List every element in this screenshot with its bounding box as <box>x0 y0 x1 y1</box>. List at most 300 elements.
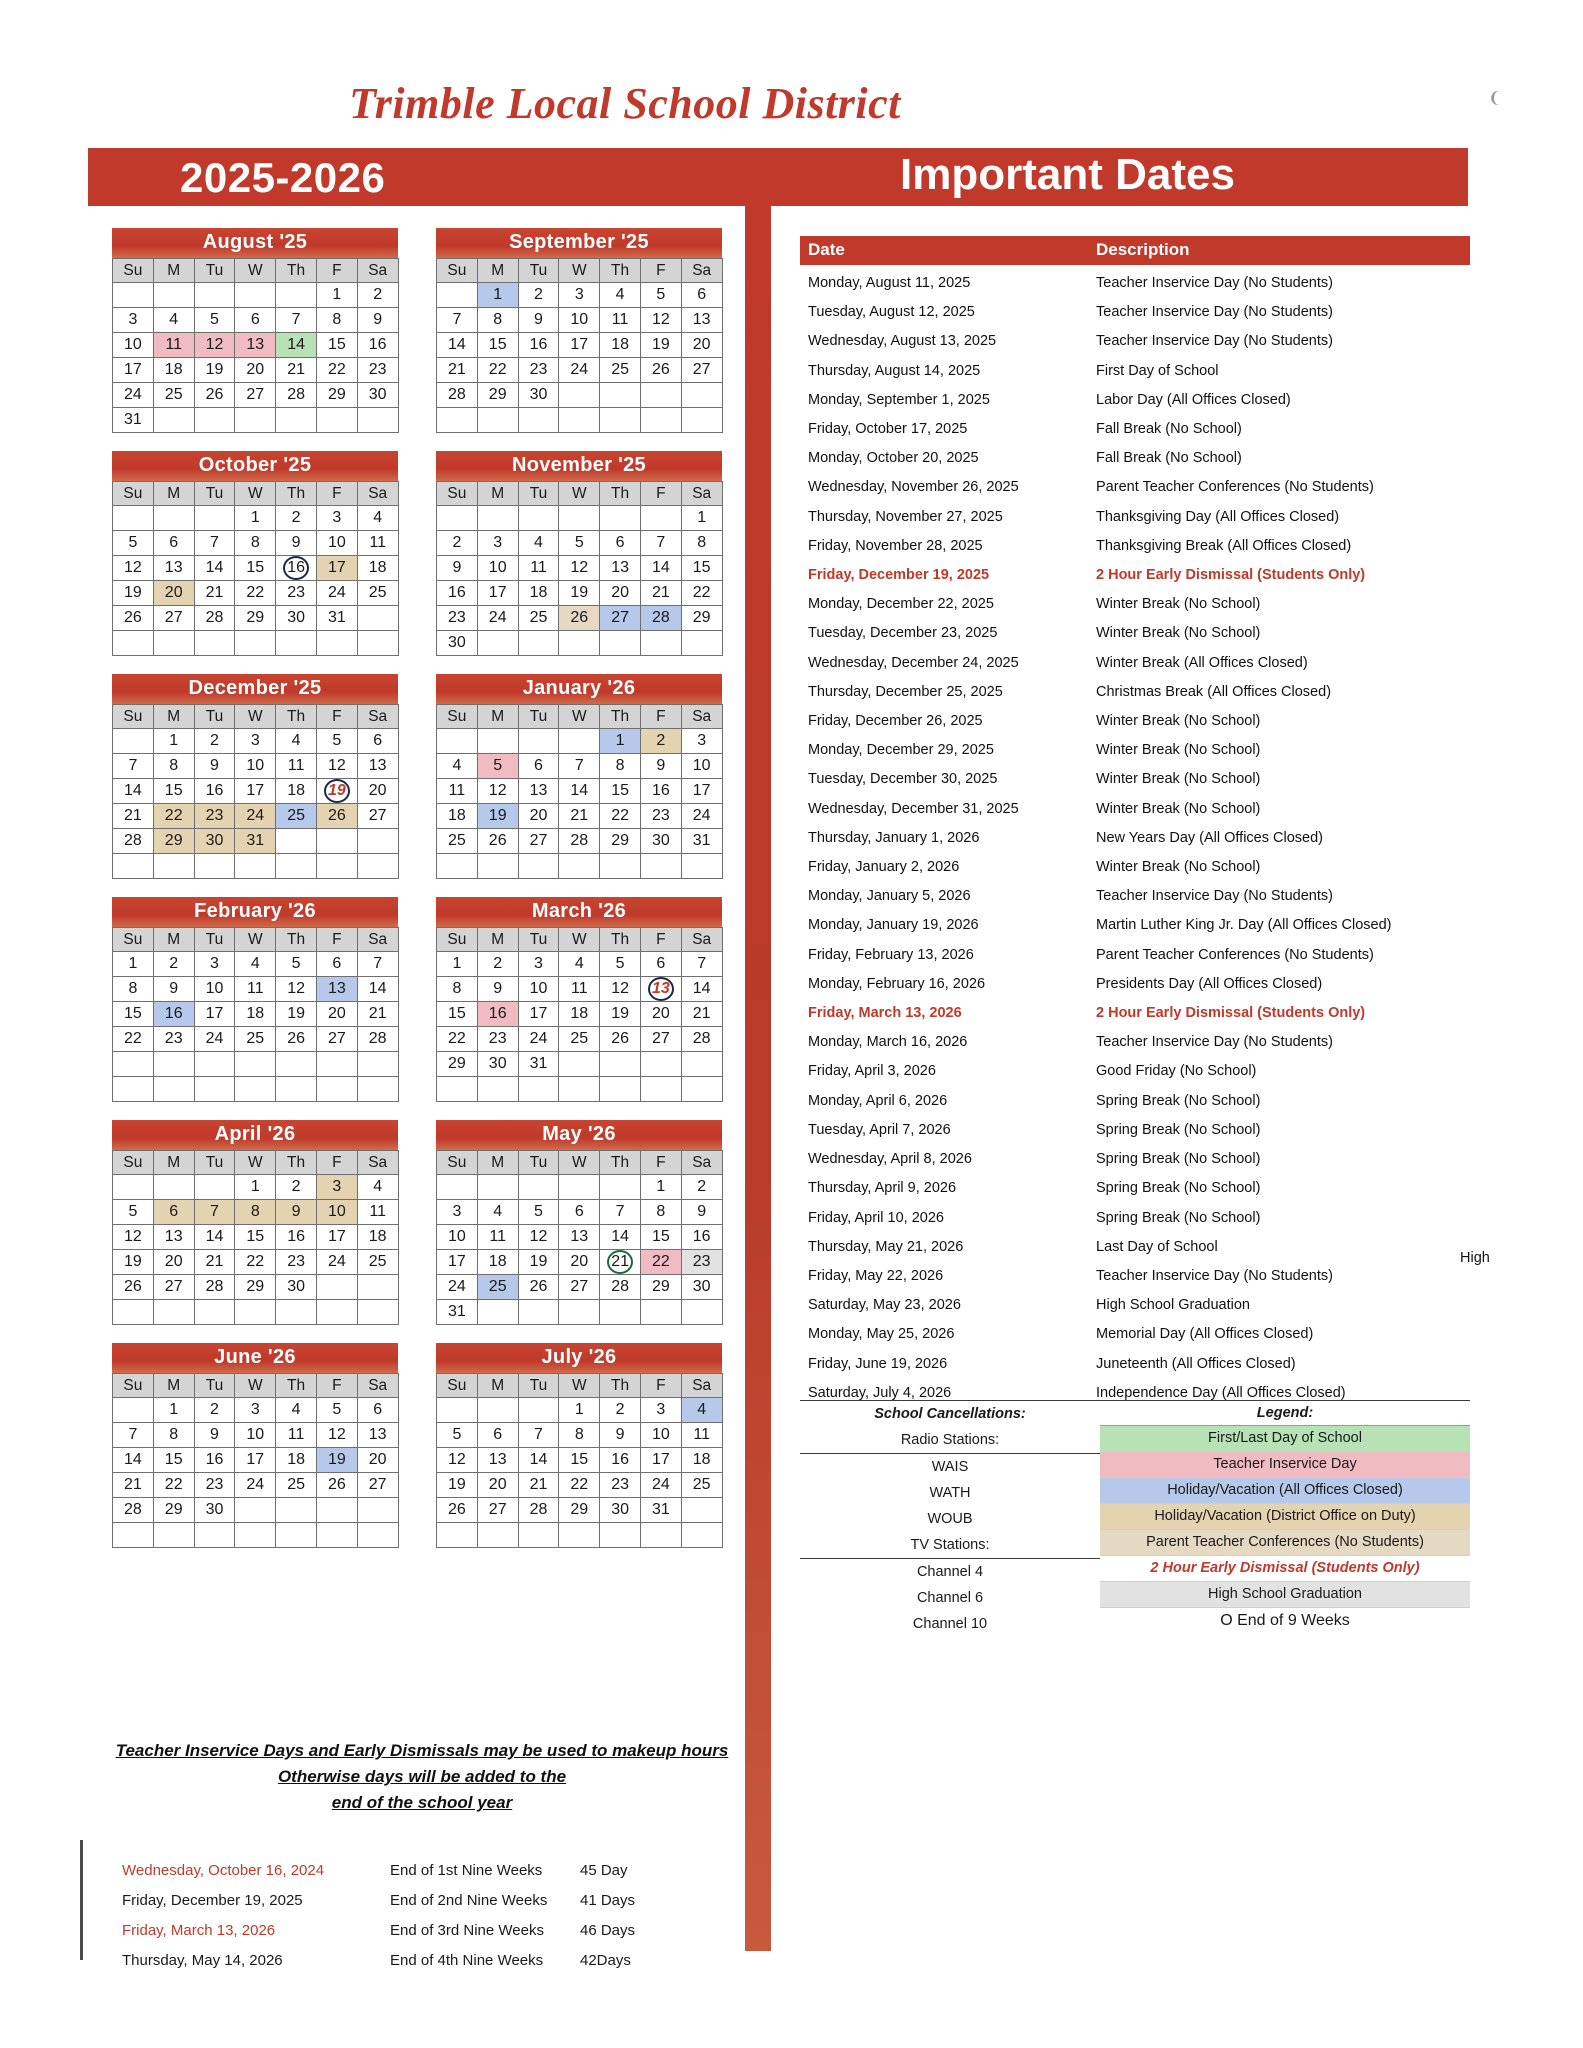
day-cell[interactable] <box>640 556 681 581</box>
day-cell[interactable] <box>153 1423 194 1448</box>
day-cell[interactable] <box>640 358 681 383</box>
day-cell[interactable] <box>194 358 235 383</box>
day-cell[interactable] <box>640 1473 681 1498</box>
day-cell[interactable] <box>153 581 194 606</box>
day-cell[interactable] <box>681 1200 722 1225</box>
day-cell[interactable] <box>559 1398 600 1423</box>
day-cell[interactable] <box>276 1225 317 1250</box>
day-cell[interactable] <box>681 804 722 829</box>
day-cell[interactable] <box>681 729 722 754</box>
day-cell[interactable] <box>518 1225 559 1250</box>
day-cell[interactable] <box>357 1175 398 1200</box>
day-cell[interactable] <box>681 1398 722 1423</box>
day-cell[interactable] <box>437 754 478 779</box>
day-cell[interactable] <box>477 1002 518 1027</box>
day-cell[interactable] <box>276 606 317 631</box>
day-cell[interactable] <box>559 829 600 854</box>
day-cell[interactable] <box>640 581 681 606</box>
day-cell[interactable] <box>276 754 317 779</box>
day-cell[interactable] <box>194 1398 235 1423</box>
day-cell[interactable] <box>437 358 478 383</box>
day-cell[interactable] <box>153 1250 194 1275</box>
day-cell[interactable] <box>357 1250 398 1275</box>
day-cell[interactable] <box>518 754 559 779</box>
day-cell[interactable] <box>194 606 235 631</box>
day-cell[interactable] <box>153 1498 194 1523</box>
day-cell[interactable] <box>276 308 317 333</box>
day-cell[interactable] <box>559 1448 600 1473</box>
day-cell[interactable] <box>640 333 681 358</box>
day-cell[interactable] <box>357 729 398 754</box>
day-cell[interactable] <box>276 506 317 531</box>
day-cell[interactable] <box>194 581 235 606</box>
day-cell[interactable] <box>194 333 235 358</box>
day-cell[interactable] <box>316 308 357 333</box>
day-cell[interactable] <box>194 1473 235 1498</box>
day-cell[interactable] <box>357 581 398 606</box>
day-cell[interactable] <box>518 779 559 804</box>
day-cell[interactable] <box>113 308 154 333</box>
day-cell[interactable] <box>276 804 317 829</box>
day-cell[interactable] <box>640 952 681 977</box>
day-cell[interactable] <box>640 1225 681 1250</box>
day-cell[interactable] <box>357 531 398 556</box>
day-cell[interactable] <box>276 779 317 804</box>
day-cell[interactable] <box>235 556 276 581</box>
day-cell[interactable] <box>600 729 641 754</box>
day-cell[interactable] <box>276 531 317 556</box>
day-cell[interactable] <box>235 358 276 383</box>
day-cell[interactable] <box>113 1027 154 1052</box>
day-cell[interactable] <box>113 383 154 408</box>
day-cell[interactable] <box>357 1398 398 1423</box>
day-cell[interactable] <box>437 1448 478 1473</box>
day-cell[interactable] <box>194 1448 235 1473</box>
day-cell[interactable] <box>235 754 276 779</box>
day-cell[interactable] <box>316 1473 357 1498</box>
day-cell[interactable] <box>600 952 641 977</box>
day-cell[interactable] <box>316 383 357 408</box>
day-cell[interactable] <box>559 1423 600 1448</box>
day-cell[interactable] <box>600 283 641 308</box>
day-cell[interactable] <box>559 1002 600 1027</box>
day-cell[interactable] <box>437 1002 478 1027</box>
day-cell[interactable] <box>477 1200 518 1225</box>
day-cell[interactable] <box>113 1423 154 1448</box>
day-cell[interactable] <box>316 556 357 581</box>
day-cell[interactable] <box>600 1250 641 1275</box>
day-cell[interactable] <box>477 829 518 854</box>
day-cell[interactable] <box>153 1275 194 1300</box>
day-cell[interactable] <box>477 358 518 383</box>
day-cell[interactable] <box>681 283 722 308</box>
day-cell[interactable] <box>235 977 276 1002</box>
day-cell[interactable] <box>640 1200 681 1225</box>
day-cell[interactable] <box>235 804 276 829</box>
day-cell[interactable] <box>681 1002 722 1027</box>
day-cell[interactable] <box>600 1498 641 1523</box>
day-cell[interactable] <box>437 606 478 631</box>
day-cell[interactable] <box>559 358 600 383</box>
day-cell[interactable] <box>640 1448 681 1473</box>
day-cell[interactable] <box>518 1473 559 1498</box>
day-cell[interactable] <box>113 333 154 358</box>
day-cell[interactable] <box>681 308 722 333</box>
day-cell[interactable] <box>276 1275 317 1300</box>
day-cell[interactable] <box>316 1200 357 1225</box>
day-cell[interactable] <box>437 581 478 606</box>
day-cell[interactable] <box>113 1498 154 1523</box>
day-cell[interactable] <box>477 1052 518 1077</box>
day-cell[interactable] <box>518 1052 559 1077</box>
day-cell[interactable] <box>235 1002 276 1027</box>
day-cell[interactable] <box>600 1200 641 1225</box>
day-cell[interactable] <box>518 383 559 408</box>
day-cell[interactable] <box>477 556 518 581</box>
day-cell[interactable] <box>153 829 194 854</box>
day-cell[interactable] <box>194 1498 235 1523</box>
day-cell[interactable] <box>600 581 641 606</box>
day-cell[interactable] <box>357 383 398 408</box>
day-cell[interactable] <box>437 556 478 581</box>
day-cell[interactable] <box>113 1473 154 1498</box>
day-cell[interactable] <box>477 952 518 977</box>
day-cell[interactable] <box>235 606 276 631</box>
day-cell[interactable] <box>235 1250 276 1275</box>
day-cell[interactable] <box>559 308 600 333</box>
day-cell[interactable] <box>194 383 235 408</box>
day-cell[interactable] <box>477 1498 518 1523</box>
day-cell[interactable] <box>316 1448 357 1473</box>
day-cell[interactable] <box>153 606 194 631</box>
day-cell[interactable] <box>600 1027 641 1052</box>
day-cell[interactable] <box>600 358 641 383</box>
day-cell[interactable] <box>640 1250 681 1275</box>
day-cell[interactable] <box>276 729 317 754</box>
day-cell[interactable] <box>518 606 559 631</box>
day-cell[interactable] <box>153 531 194 556</box>
day-cell[interactable] <box>559 977 600 1002</box>
day-cell[interactable] <box>113 358 154 383</box>
day-cell[interactable] <box>316 1002 357 1027</box>
day-cell[interactable] <box>194 1027 235 1052</box>
day-cell[interactable] <box>357 754 398 779</box>
day-cell[interactable] <box>477 1027 518 1052</box>
day-cell[interactable] <box>559 952 600 977</box>
day-cell[interactable] <box>640 531 681 556</box>
day-cell[interactable] <box>681 977 722 1002</box>
day-cell[interactable] <box>518 1200 559 1225</box>
day-cell[interactable] <box>316 779 357 804</box>
day-cell[interactable] <box>640 1498 681 1523</box>
day-cell[interactable] <box>600 779 641 804</box>
day-cell[interactable] <box>559 754 600 779</box>
day-cell[interactable] <box>477 804 518 829</box>
day-cell[interactable] <box>518 952 559 977</box>
day-cell[interactable] <box>681 1175 722 1200</box>
day-cell[interactable] <box>357 556 398 581</box>
day-cell[interactable] <box>316 606 357 631</box>
day-cell[interactable] <box>640 1398 681 1423</box>
day-cell[interactable] <box>559 1250 600 1275</box>
day-cell[interactable] <box>153 952 194 977</box>
day-cell[interactable] <box>357 1473 398 1498</box>
day-cell[interactable] <box>681 754 722 779</box>
day-cell[interactable] <box>477 531 518 556</box>
day-cell[interactable] <box>559 333 600 358</box>
day-cell[interactable] <box>477 754 518 779</box>
day-cell[interactable] <box>600 1423 641 1448</box>
day-cell[interactable] <box>477 333 518 358</box>
day-cell[interactable] <box>437 1225 478 1250</box>
day-cell[interactable] <box>518 804 559 829</box>
day-cell[interactable] <box>113 804 154 829</box>
day-cell[interactable] <box>235 1398 276 1423</box>
day-cell[interactable] <box>357 1448 398 1473</box>
day-cell[interactable] <box>276 1250 317 1275</box>
day-cell[interactable] <box>681 1027 722 1052</box>
day-cell[interactable] <box>681 606 722 631</box>
day-cell[interactable] <box>113 754 154 779</box>
day-cell[interactable] <box>477 308 518 333</box>
day-cell[interactable] <box>640 308 681 333</box>
day-cell[interactable] <box>681 1423 722 1448</box>
day-cell[interactable] <box>640 829 681 854</box>
day-cell[interactable] <box>437 383 478 408</box>
day-cell[interactable] <box>681 1225 722 1250</box>
day-cell[interactable] <box>113 779 154 804</box>
day-cell[interactable] <box>235 1423 276 1448</box>
day-cell[interactable] <box>437 1423 478 1448</box>
day-cell[interactable] <box>518 1498 559 1523</box>
day-cell[interactable] <box>559 779 600 804</box>
day-cell[interactable] <box>153 358 194 383</box>
day-cell[interactable] <box>681 829 722 854</box>
day-cell[interactable] <box>600 754 641 779</box>
day-cell[interactable] <box>316 1027 357 1052</box>
day-cell[interactable] <box>518 556 559 581</box>
day-cell[interactable] <box>153 1473 194 1498</box>
day-cell[interactable] <box>316 977 357 1002</box>
day-cell[interactable] <box>235 531 276 556</box>
day-cell[interactable] <box>153 308 194 333</box>
day-cell[interactable] <box>681 506 722 531</box>
day-cell[interactable] <box>518 1448 559 1473</box>
day-cell[interactable] <box>640 779 681 804</box>
day-cell[interactable] <box>194 952 235 977</box>
day-cell[interactable] <box>276 581 317 606</box>
day-cell[interactable] <box>235 506 276 531</box>
day-cell[interactable] <box>559 1225 600 1250</box>
day-cell[interactable] <box>276 1423 317 1448</box>
day-cell[interactable] <box>559 804 600 829</box>
day-cell[interactable] <box>437 1200 478 1225</box>
day-cell[interactable] <box>357 1225 398 1250</box>
day-cell[interactable] <box>559 606 600 631</box>
day-cell[interactable] <box>194 308 235 333</box>
day-cell[interactable] <box>640 754 681 779</box>
day-cell[interactable] <box>559 531 600 556</box>
day-cell[interactable] <box>437 1275 478 1300</box>
day-cell[interactable] <box>477 1225 518 1250</box>
day-cell[interactable] <box>600 1275 641 1300</box>
day-cell[interactable] <box>357 506 398 531</box>
day-cell[interactable] <box>518 977 559 1002</box>
day-cell[interactable] <box>437 1052 478 1077</box>
day-cell[interactable] <box>559 1275 600 1300</box>
day-cell[interactable] <box>518 1027 559 1052</box>
day-cell[interactable] <box>600 1225 641 1250</box>
day-cell[interactable] <box>357 1002 398 1027</box>
day-cell[interactable] <box>276 1398 317 1423</box>
day-cell[interactable] <box>316 283 357 308</box>
day-cell[interactable] <box>681 358 722 383</box>
day-cell[interactable] <box>276 556 317 581</box>
day-cell[interactable] <box>477 779 518 804</box>
day-cell[interactable] <box>153 779 194 804</box>
day-cell[interactable] <box>235 383 276 408</box>
day-cell[interactable] <box>194 556 235 581</box>
day-cell[interactable] <box>113 1250 154 1275</box>
day-cell[interactable] <box>235 1225 276 1250</box>
day-cell[interactable] <box>600 1473 641 1498</box>
day-cell[interactable] <box>681 1275 722 1300</box>
day-cell[interactable] <box>194 804 235 829</box>
day-cell[interactable] <box>518 333 559 358</box>
day-cell[interactable] <box>235 779 276 804</box>
day-cell[interactable] <box>276 1448 317 1473</box>
day-cell[interactable] <box>518 283 559 308</box>
day-cell[interactable] <box>640 977 681 1002</box>
day-cell[interactable] <box>113 1200 154 1225</box>
day-cell[interactable] <box>477 977 518 1002</box>
day-cell[interactable] <box>437 1498 478 1523</box>
day-cell[interactable] <box>518 1250 559 1275</box>
day-cell[interactable] <box>640 729 681 754</box>
day-cell[interactable] <box>357 1027 398 1052</box>
day-cell[interactable] <box>113 1448 154 1473</box>
day-cell[interactable] <box>559 283 600 308</box>
day-cell[interactable] <box>194 1423 235 1448</box>
day-cell[interactable] <box>235 1275 276 1300</box>
day-cell[interactable] <box>153 729 194 754</box>
day-cell[interactable] <box>316 506 357 531</box>
day-cell[interactable] <box>316 952 357 977</box>
day-cell[interactable] <box>640 1423 681 1448</box>
day-cell[interactable] <box>600 804 641 829</box>
day-cell[interactable] <box>437 829 478 854</box>
day-cell[interactable] <box>518 1002 559 1027</box>
day-cell[interactable] <box>357 977 398 1002</box>
day-cell[interactable] <box>600 1398 641 1423</box>
day-cell[interactable] <box>518 581 559 606</box>
day-cell[interactable] <box>153 1027 194 1052</box>
day-cell[interactable] <box>518 1275 559 1300</box>
day-cell[interactable] <box>357 804 398 829</box>
day-cell[interactable] <box>357 283 398 308</box>
day-cell[interactable] <box>316 1225 357 1250</box>
day-cell[interactable] <box>477 1448 518 1473</box>
day-cell[interactable] <box>437 333 478 358</box>
day-cell[interactable] <box>681 952 722 977</box>
day-cell[interactable] <box>316 754 357 779</box>
day-cell[interactable] <box>640 1027 681 1052</box>
day-cell[interactable] <box>113 977 154 1002</box>
day-cell[interactable] <box>194 829 235 854</box>
day-cell[interactable] <box>681 556 722 581</box>
day-cell[interactable] <box>600 606 641 631</box>
day-cell[interactable] <box>681 581 722 606</box>
day-cell[interactable] <box>477 1250 518 1275</box>
day-cell[interactable] <box>316 358 357 383</box>
day-cell[interactable] <box>194 1002 235 1027</box>
day-cell[interactable] <box>437 977 478 1002</box>
day-cell[interactable] <box>559 1027 600 1052</box>
day-cell[interactable] <box>316 333 357 358</box>
day-cell[interactable] <box>235 1473 276 1498</box>
day-cell[interactable] <box>640 804 681 829</box>
day-cell[interactable] <box>518 1423 559 1448</box>
day-cell[interactable] <box>640 1275 681 1300</box>
day-cell[interactable] <box>600 829 641 854</box>
day-cell[interactable] <box>640 1002 681 1027</box>
day-cell[interactable] <box>153 556 194 581</box>
day-cell[interactable] <box>437 631 478 656</box>
day-cell[interactable] <box>437 804 478 829</box>
day-cell[interactable] <box>276 1175 317 1200</box>
day-cell[interactable] <box>235 308 276 333</box>
day-cell[interactable] <box>113 531 154 556</box>
day-cell[interactable] <box>357 1200 398 1225</box>
day-cell[interactable] <box>235 829 276 854</box>
day-cell[interactable] <box>357 779 398 804</box>
day-cell[interactable] <box>113 1225 154 1250</box>
day-cell[interactable] <box>437 1473 478 1498</box>
day-cell[interactable] <box>153 333 194 358</box>
day-cell[interactable] <box>316 1175 357 1200</box>
day-cell[interactable] <box>316 581 357 606</box>
day-cell[interactable] <box>559 556 600 581</box>
day-cell[interactable] <box>477 283 518 308</box>
day-cell[interactable] <box>681 779 722 804</box>
day-cell[interactable] <box>357 1423 398 1448</box>
day-cell[interactable] <box>357 308 398 333</box>
day-cell[interactable] <box>316 804 357 829</box>
day-cell[interactable] <box>113 606 154 631</box>
day-cell[interactable] <box>681 333 722 358</box>
day-cell[interactable] <box>437 952 478 977</box>
day-cell[interactable] <box>559 581 600 606</box>
day-cell[interactable] <box>477 606 518 631</box>
day-cell[interactable] <box>640 283 681 308</box>
day-cell[interactable] <box>640 1175 681 1200</box>
day-cell[interactable] <box>235 952 276 977</box>
day-cell[interactable] <box>559 1473 600 1498</box>
day-cell[interactable] <box>235 581 276 606</box>
day-cell[interactable] <box>640 606 681 631</box>
day-cell[interactable] <box>153 977 194 1002</box>
day-cell[interactable] <box>194 729 235 754</box>
day-cell[interactable] <box>681 1250 722 1275</box>
day-cell[interactable] <box>357 358 398 383</box>
day-cell[interactable] <box>153 754 194 779</box>
day-cell[interactable] <box>235 729 276 754</box>
day-cell[interactable] <box>113 1275 154 1300</box>
day-cell[interactable] <box>194 1225 235 1250</box>
day-cell[interactable] <box>194 1250 235 1275</box>
day-cell[interactable] <box>357 333 398 358</box>
day-cell[interactable] <box>276 977 317 1002</box>
